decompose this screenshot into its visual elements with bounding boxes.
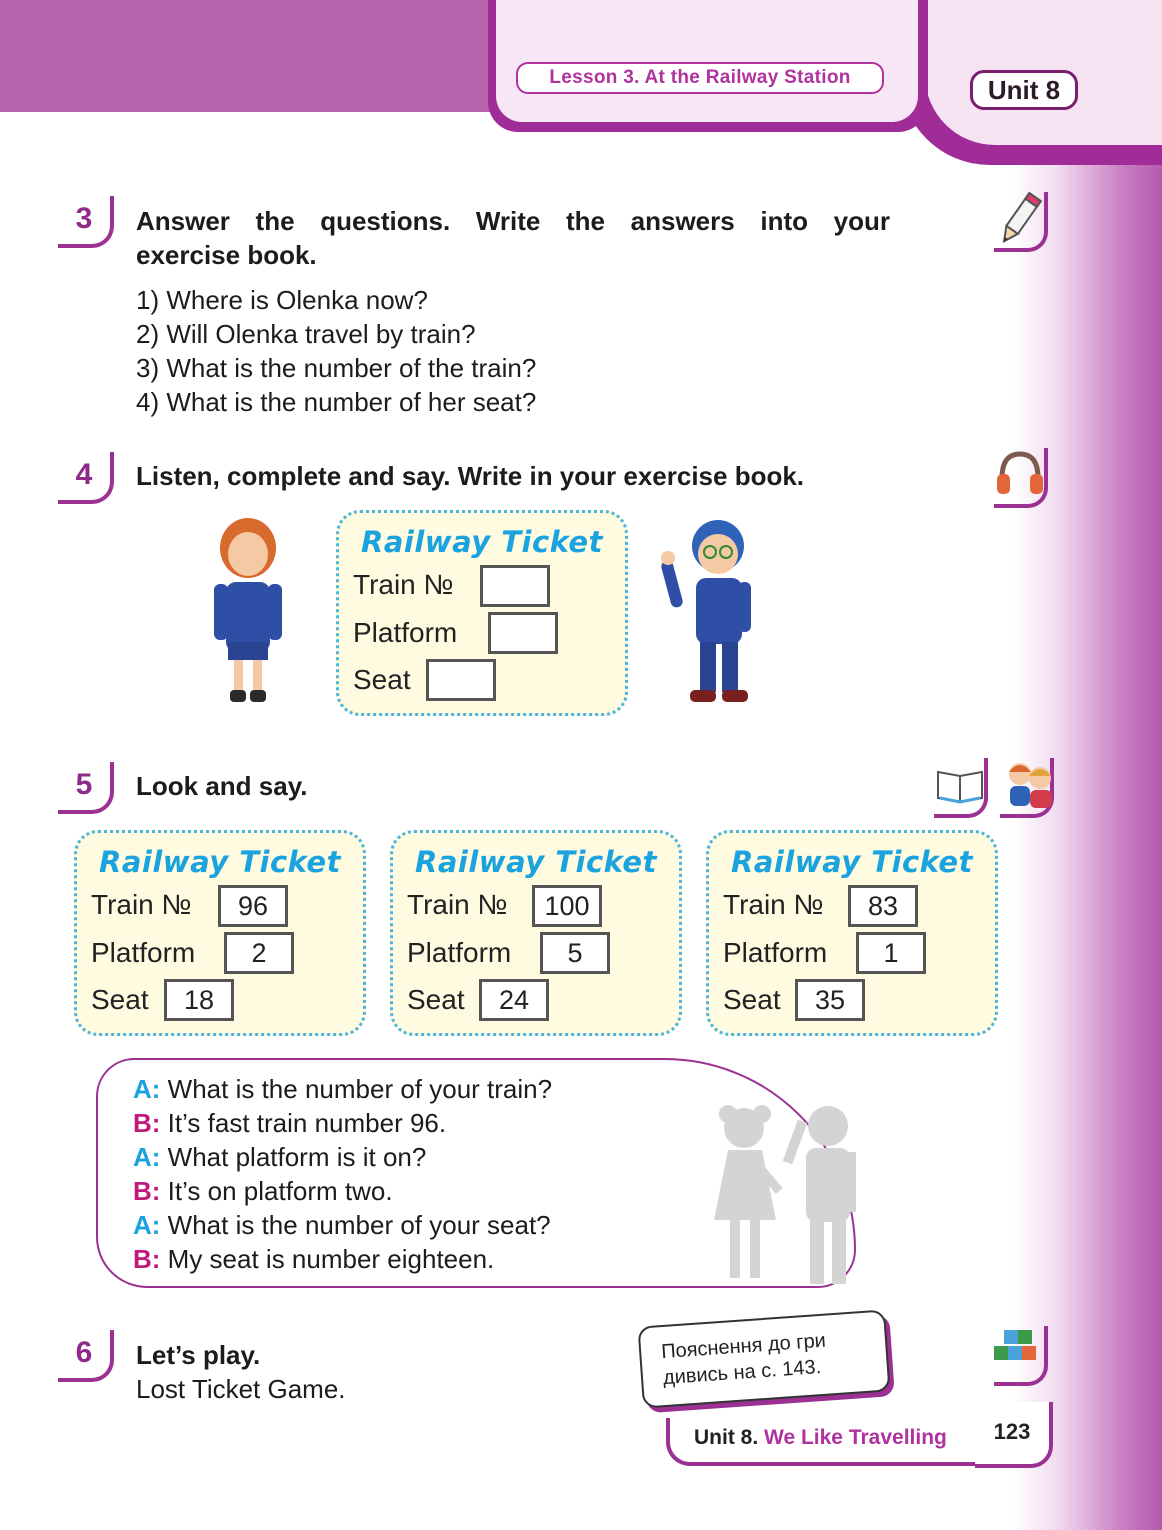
pencil-icon — [994, 190, 1044, 250]
platform-label: Platform — [353, 617, 458, 648]
dialogue-line-3 — [133, 1142, 426, 1173]
note-line-1: Пояснення до гри — [660, 1329, 827, 1364]
dialogue-line-6 — [133, 1244, 494, 1275]
footer-unit-label: Unit 8. — [694, 1426, 759, 1449]
dialogue-text: It’s on platform two. — [167, 1176, 393, 1206]
dialogue-text: It’s fast train number 96. — [167, 1108, 447, 1138]
question-3: 3) What is the number of the train? — [136, 353, 537, 383]
children-icon — [1002, 758, 1058, 810]
seat-box: 18 — [164, 979, 234, 1021]
question-4: 4) What is the number of her seat? — [136, 387, 537, 417]
speaker-label: A: — [133, 1074, 161, 1104]
exercise-5-number: 5 — [58, 762, 114, 814]
question-1: 1) Where is Olenka now? — [136, 285, 428, 315]
footer-unit-title: We Like Travelling — [764, 1426, 947, 1449]
game-name: Lost Ticket Game. — [136, 1374, 346, 1404]
platform-blank[interactable] — [488, 612, 558, 654]
side-strip — [1012, 120, 1162, 1530]
ticket-title: Railway Ticket — [361, 525, 603, 559]
game-note — [637, 1309, 890, 1408]
seat-box: 24 — [479, 979, 549, 1021]
ticket-title: Railway Ticket — [415, 845, 657, 879]
lesson-title: Lesson 3. At the Railway Station — [516, 62, 884, 94]
exercise-4-ticket — [336, 510, 628, 716]
train-number-blank[interactable] — [480, 565, 550, 607]
speaker-label: B: — [133, 1108, 161, 1138]
book-icon — [934, 764, 986, 804]
dialogue-text: What is the number of your train? — [167, 1074, 553, 1104]
exercise-3-instruction-line1: Answer the questions. Write the answers into your — [136, 206, 890, 236]
footer-unit — [694, 1426, 947, 1450]
exercise-4-instruction: Listen, complete and say. Write in your exercise book. — [136, 461, 805, 491]
speaker-label: A: — [133, 1142, 161, 1172]
exercise-5-instruction: Look and say. — [136, 771, 308, 801]
train-label: Train № — [407, 889, 508, 920]
dialogue-text: What platform is it on? — [167, 1142, 427, 1172]
seat-label: Seat — [723, 984, 781, 1015]
train-label: Train № — [723, 889, 824, 920]
speaker-label: A: — [133, 1210, 161, 1240]
unit-badge: Unit 8 — [970, 70, 1078, 110]
blocks-icon — [992, 1328, 1044, 1374]
seat-label: Seat — [91, 984, 149, 1015]
platform-box: 2 — [224, 932, 294, 974]
question-2: 2) Will Olenka travel by train? — [136, 319, 476, 349]
seat-label: Seat — [407, 984, 465, 1015]
boy-illustration — [660, 516, 760, 706]
exercise-6-instruction: Let’s play. — [136, 1340, 261, 1370]
dialogue-line-4 — [133, 1176, 393, 1207]
train-number-box: 96 — [218, 885, 288, 927]
ticket-title: Railway Ticket — [731, 845, 973, 879]
speaker-label: B: — [133, 1244, 161, 1274]
platform-label: Platform — [723, 937, 828, 968]
platform-box: 1 — [856, 932, 926, 974]
ticket-1 — [74, 830, 366, 1036]
train-label: Train № — [91, 889, 192, 920]
platform-label: Platform — [91, 937, 196, 968]
girl-illustration — [200, 512, 296, 712]
exercise-6-number: 6 — [58, 1330, 114, 1382]
platform-label: Platform — [407, 937, 512, 968]
headphones-icon — [994, 448, 1046, 500]
train-number-box: 83 — [848, 885, 918, 927]
page-number: 123 — [975, 1402, 1053, 1468]
dialogue-line-1 — [133, 1074, 552, 1105]
exercise-3-number: 3 — [58, 196, 114, 248]
seat-label: Seat — [353, 664, 411, 695]
platform-box: 5 — [540, 932, 610, 974]
dialogue-text: My seat is number eighteen. — [167, 1244, 495, 1274]
train-number-box: 100 — [532, 885, 602, 927]
train-label: Train № — [353, 569, 454, 600]
note-line-2: дивись на с. 143. — [662, 1356, 822, 1390]
ticket-3 — [706, 830, 998, 1036]
speaker-label: B: — [133, 1176, 161, 1206]
exercise-4-number: 4 — [58, 452, 114, 504]
ticket-title: Railway Ticket — [99, 845, 341, 879]
ticket-2 — [390, 830, 682, 1036]
dialogue-line-2 — [133, 1108, 446, 1139]
seat-blank[interactable] — [426, 659, 496, 701]
children-silhouette — [706, 1100, 876, 1290]
lesson-tab-inner — [496, 0, 918, 122]
header-band — [0, 0, 560, 112]
dialogue-line-5 — [133, 1210, 551, 1241]
dialogue-text: What is the number of your seat? — [167, 1210, 551, 1240]
exercise-3-instruction-line2: exercise book. — [136, 240, 317, 270]
seat-box: 35 — [795, 979, 865, 1021]
